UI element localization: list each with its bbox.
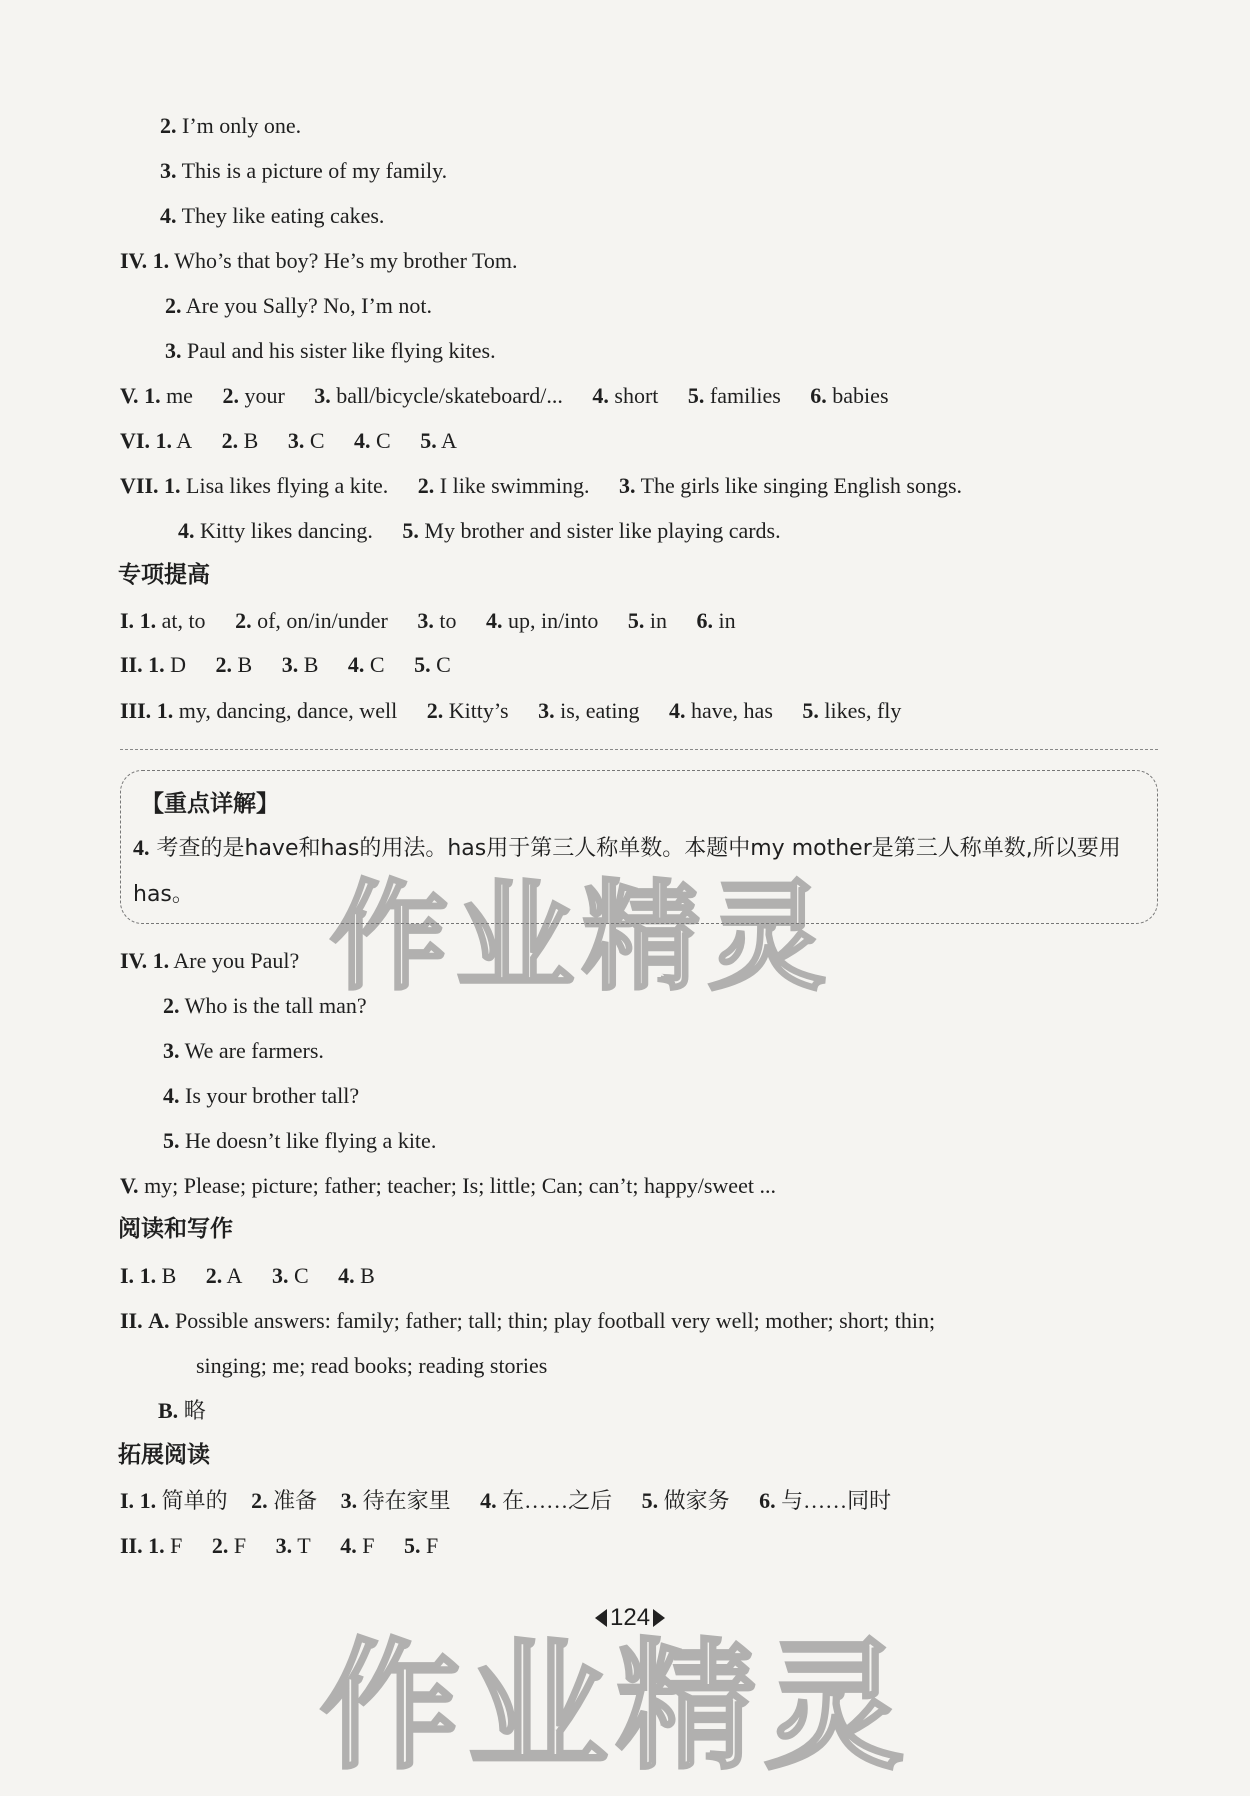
section-heading: 专项提高 xyxy=(118,562,210,588)
zx-v-line: V. my; Please; picture; father; teacher; Is; little; Can; can’t; happy/sweet ... xyxy=(120,1173,776,1198)
tz-ii-line: II. 1. F 2. F 3. T 4. F 5. F xyxy=(120,1533,439,1558)
prev-arrow-icon xyxy=(595,1609,607,1627)
zx-i-line: I. 1. at, to 2. of, on/in/under 3. to 4. up, in/into 5. in 6. in xyxy=(120,608,736,633)
tz-i-line: I. 1. 简单的 2. 准备 3. 待在家里 4. 在……之后 5. 做家务 6. 与……同时 xyxy=(120,1488,892,1513)
answer-line: 2. Who is the tall man? xyxy=(163,993,367,1018)
section-iv-line1: IV. 1. Who’s that boy? He’s my brother Tom. xyxy=(120,248,518,273)
page-number: 124 xyxy=(595,1604,665,1632)
section-vii-line2: 4. Kitty likes dancing. 5. My brother and sister like playing cards. xyxy=(178,518,781,543)
zx-iii-line: III. 1. my, dancing, dance, well 2. Kitty’s 3. is, eating 4. have, has 5. likes, fly xyxy=(120,698,902,723)
answer-line: 3. We are farmers. xyxy=(163,1038,324,1063)
section-v-line: V. 1. me 2. your 3. ball/bicycle/skateboard/... 4. short 5. families 6. babies xyxy=(120,383,889,408)
dashed-divider xyxy=(120,749,1158,750)
watermark: 作业精灵 xyxy=(320,1626,913,1789)
answer-line: 5. He doesn’t like flying a kite. xyxy=(163,1128,437,1153)
yd-ii-b-line: B. 略 xyxy=(158,1398,206,1423)
zx-ii-line: II. 1. D 2. B 3. B 4. C 5. C xyxy=(120,652,451,677)
next-arrow-icon xyxy=(653,1609,665,1627)
answer-line: 3. This is a picture of my family. xyxy=(160,158,448,183)
section-heading: 拓展阅读 xyxy=(118,1442,210,1468)
section-vi-line: VI. 1. A 2. B 3. C 4. C 5. A xyxy=(120,428,457,453)
keypoint-text: 4. 考查的是have和has的用法。has用于第三人称单数。本题中my mother是第三人称单数,所以要用has。 xyxy=(133,835,1121,907)
keypoint-title: 【重点详解】 xyxy=(141,791,279,817)
yd-ii-line2: singing; me; read books; reading stories xyxy=(196,1353,548,1378)
section-vii-line1: VII. 1. Lisa likes flying a kite. 2. I like swimming. 3. The girls like singing English songs. xyxy=(120,473,963,498)
zx-iv-line1: IV. 1. Are you Paul? xyxy=(120,948,300,973)
yd-ii-line1: II. A. Possible answers: family; father; tall; thin; play football very well; mother; short; thin; xyxy=(120,1308,936,1333)
answer-line: 4. They like eating cakes. xyxy=(160,203,385,228)
answer-line: 3. Paul and his sister like flying kites. xyxy=(165,338,496,363)
watermark: 作业精灵 xyxy=(330,868,835,1006)
yd-i-line: I. 1. B 2. A 3. C 4. B xyxy=(120,1263,375,1288)
answer-line: 2. I’m only one. xyxy=(160,113,302,138)
answer-line: 2. Are you Sally? No, I’m not. xyxy=(165,293,433,318)
answer-line: 4. Is your brother tall? xyxy=(163,1083,360,1108)
section-heading: 阅读和写作 xyxy=(118,1216,233,1242)
